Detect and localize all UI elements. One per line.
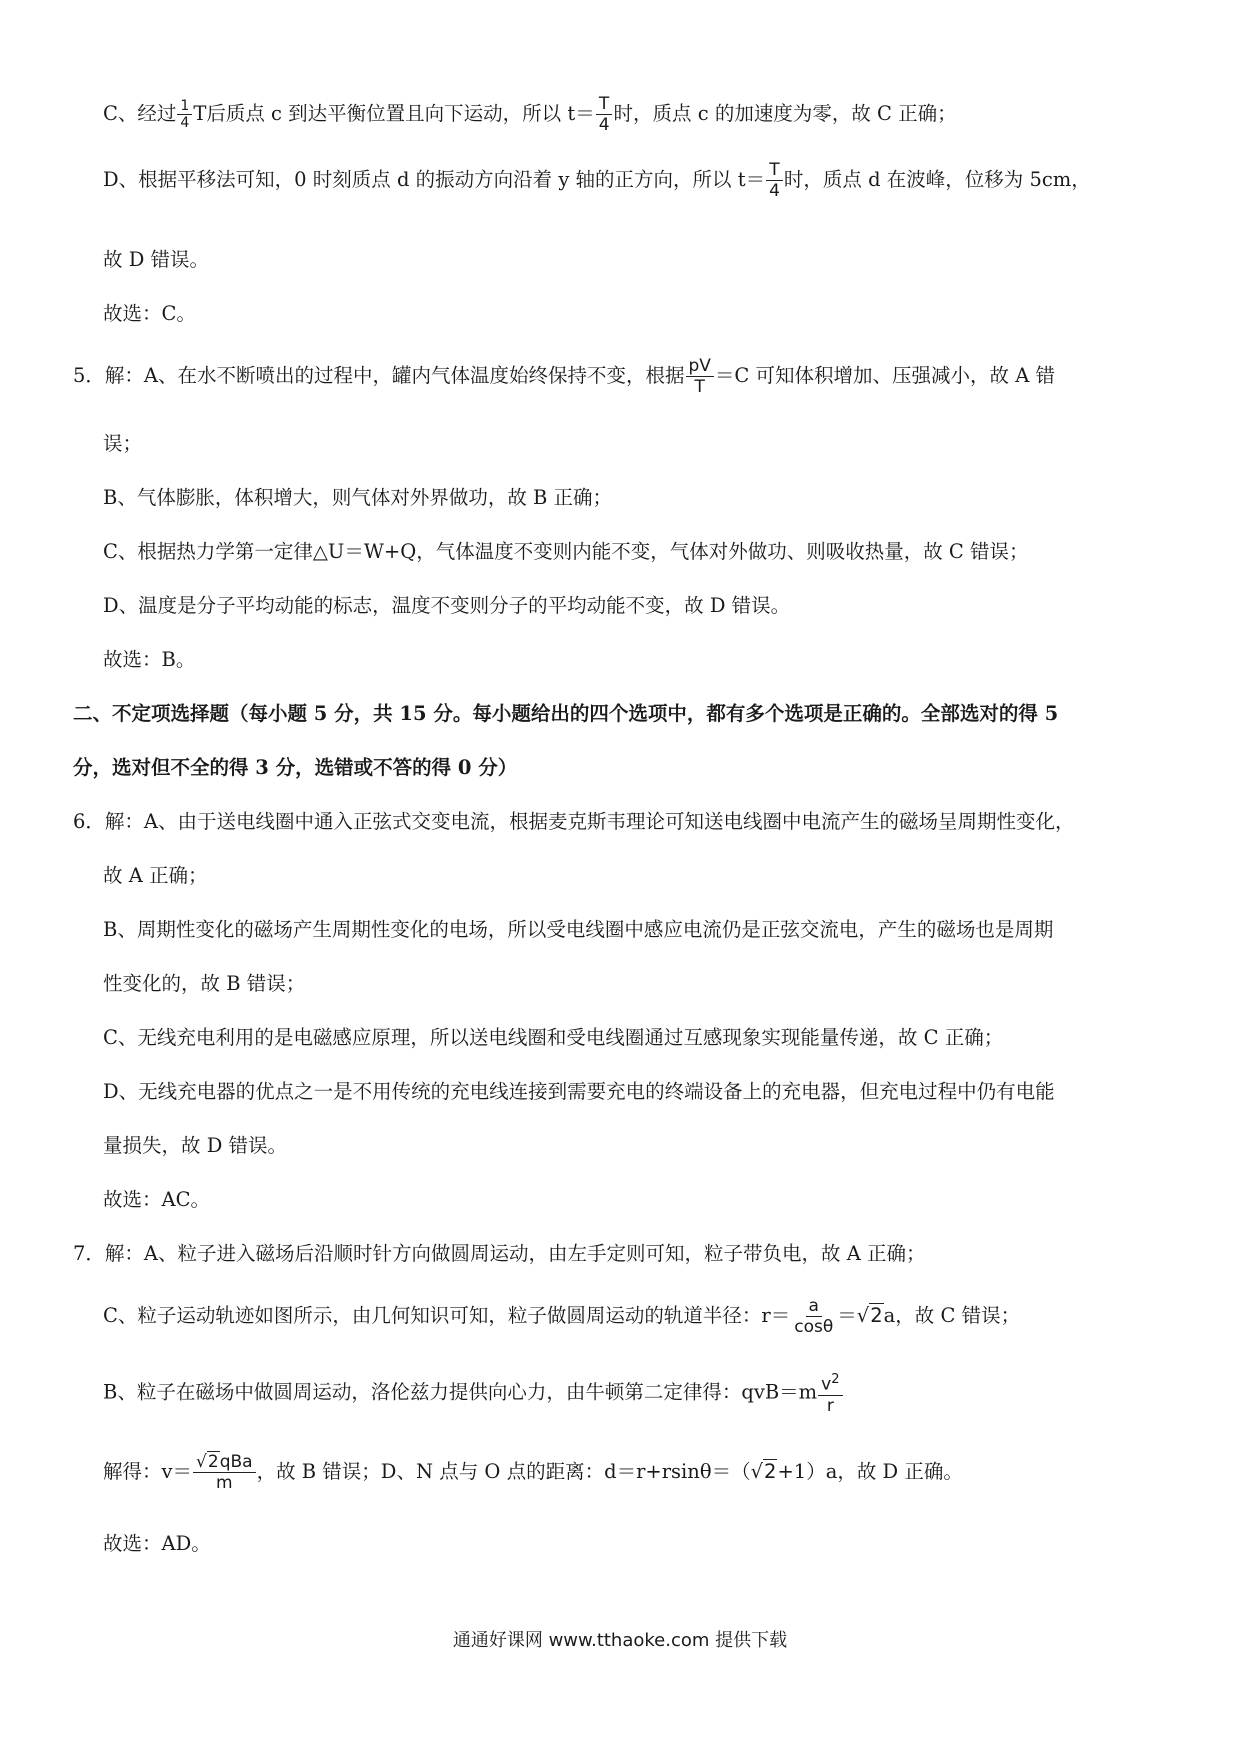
radicand: 2 (870, 1304, 883, 1327)
fraction (193, 1452, 256, 1493)
denominator: 4 (180, 115, 190, 131)
text-segment: 时，质点 c 的加速度为零，故 C 正确； (613, 102, 957, 125)
text-segment: B、粒子在磁场中做圆周运动，洛伦兹力提供向心力，由牛顿第二定律得：qvB＝m (103, 1380, 818, 1404)
answer-line: 故选：C。 (103, 302, 196, 325)
numerator: pV (686, 356, 714, 377)
paragraph-line: 6．解：A、由于送电线圈中通入正弦式交变电流，根据麦克斯韦理论可知送电线圈中电流产生的磁场呈周期性变化， (73, 810, 1075, 833)
text-segment: C、粒子运动轨迹如图所示，由几何知识可知，粒子做圆周运动的轨道半径：r＝ (103, 1304, 791, 1327)
paragraph-line: 量损失，故 D 错误。 (103, 1134, 288, 1157)
denominator: 4 (769, 181, 780, 201)
fraction (686, 356, 714, 397)
denominator: T (694, 377, 705, 397)
text-segment: T后质点 c 到达平衡位置且向下运动，所以 t＝ (193, 102, 595, 125)
fraction (596, 94, 613, 135)
answer-line: 故选：AD。 (103, 1532, 211, 1555)
denominator: r (826, 1395, 834, 1416)
denominator: 4 (598, 115, 610, 135)
numerator: a (806, 1296, 822, 1317)
line-q5 (73, 356, 1055, 397)
text-segment: a，故 C 错误； (883, 1304, 1021, 1327)
paragraph-line: B、气体膨胀，体积增大，则气体对外界做功，故 B 正确； (103, 486, 613, 509)
exponent: 2 (831, 1372, 840, 1387)
numerator: 1 (177, 98, 192, 115)
paragraph-line: D、温度是分子平均动能的标志，温度不变则分子的平均动能不变，故 D 错误。 (103, 594, 791, 617)
denominator: m (216, 1473, 233, 1493)
paragraph-line: B、周期性变化的磁场产生周期性变化的电场，所以受电线圈中感应电流仍是正弦交流电，产生的磁场也是周期 (103, 918, 1054, 941)
text-segment: 解得：v＝ (103, 1460, 193, 1483)
fraction (177, 98, 192, 131)
text-segment: ，故 B 错误；D、N 点与 O 点的距离：d＝r+rsinθ＝（ (256, 1460, 751, 1483)
paragraph-line: 故 A 正确； (103, 864, 208, 887)
answer-line: 故选：AC。 (103, 1188, 211, 1211)
text-segment: ＝ (837, 1304, 857, 1327)
numerator: T (596, 94, 612, 115)
text-segment: ＝C 可知体积增加、压强减小，故 A 错 (714, 364, 1056, 387)
text-segment: +1）a，故 D 正确。 (777, 1460, 963, 1483)
numerator: T (766, 160, 782, 181)
numerator-base: v (821, 1374, 832, 1395)
numerator (818, 1370, 842, 1396)
paragraph-line: C、根据热力学第一定律△U＝W+Q，气体温度不变则内能不变，气体对外做功、则吸收热量，故 C 错误； (103, 540, 1029, 563)
radicand: 2 (207, 1452, 219, 1472)
text-segment: 时，质点 d 在波峰，位移为 5cm， (783, 168, 1091, 191)
paragraph-line: 7．解：A、粒子进入磁场后沿顺时针方向做圆周运动，由左手定则可知，粒子带负电，故 A 正确； (73, 1242, 926, 1265)
line-q7-c (103, 1296, 1020, 1337)
fraction (818, 1370, 842, 1416)
fraction (791, 1296, 836, 1337)
text-segment: D、根据平移法可知，0 时刻质点 d 的振动方向沿着 y 轴的正方向，所以 t＝ (103, 168, 766, 191)
paragraph-line: 误； (103, 432, 143, 455)
section-heading: 二、不定项选择题（每小题 5 分，共 15 分。每小题给出的四个选项中，都有多个选项是正确的。全部选对的得 5 (73, 702, 1059, 725)
paragraph-line: C、无线充电利用的是电磁感应原理，所以送电线圈和受电线圈通过互感现象实现能量传递，故 C 正确； (103, 1026, 1004, 1049)
line-c-option (103, 94, 957, 135)
denominator: cosθ (794, 1317, 834, 1337)
numerator-text: qBa (219, 1452, 253, 1472)
numerator (193, 1452, 256, 1473)
fraction (766, 160, 783, 201)
sqrt-expression: √2 (856, 1304, 883, 1327)
paragraph-line: 故 D 错误。 (103, 248, 210, 271)
paragraph-line: D、无线充电器的优点之一是不用传统的充电线连接到需要充电的终端设备上的充电器，但充电过程中仍有电能 (103, 1080, 1055, 1103)
line-d-option (103, 160, 1091, 201)
text-segment: C、经过 (103, 102, 177, 125)
section-heading-cont: 分，选对但不全的得 3 分，选错或不答的得 0 分） (73, 756, 518, 779)
sqrt-expression: √2 (196, 1452, 219, 1472)
line-q7-solve (103, 1452, 963, 1493)
sqrt-expression: √2 (750, 1460, 777, 1483)
answer-line: 故选：B。 (103, 648, 196, 671)
line-q7-b (103, 1370, 844, 1416)
page-footer: 通通好课网 www.tthaoke.com 提供下载 (452, 1630, 788, 1651)
paragraph-line: 性变化的，故 B 错误； (103, 972, 306, 995)
text-segment: 5．解：A、在水不断喷出的过程中，罐内气体温度始终保持不变，根据 (73, 364, 685, 387)
radicand: 2 (764, 1460, 777, 1483)
